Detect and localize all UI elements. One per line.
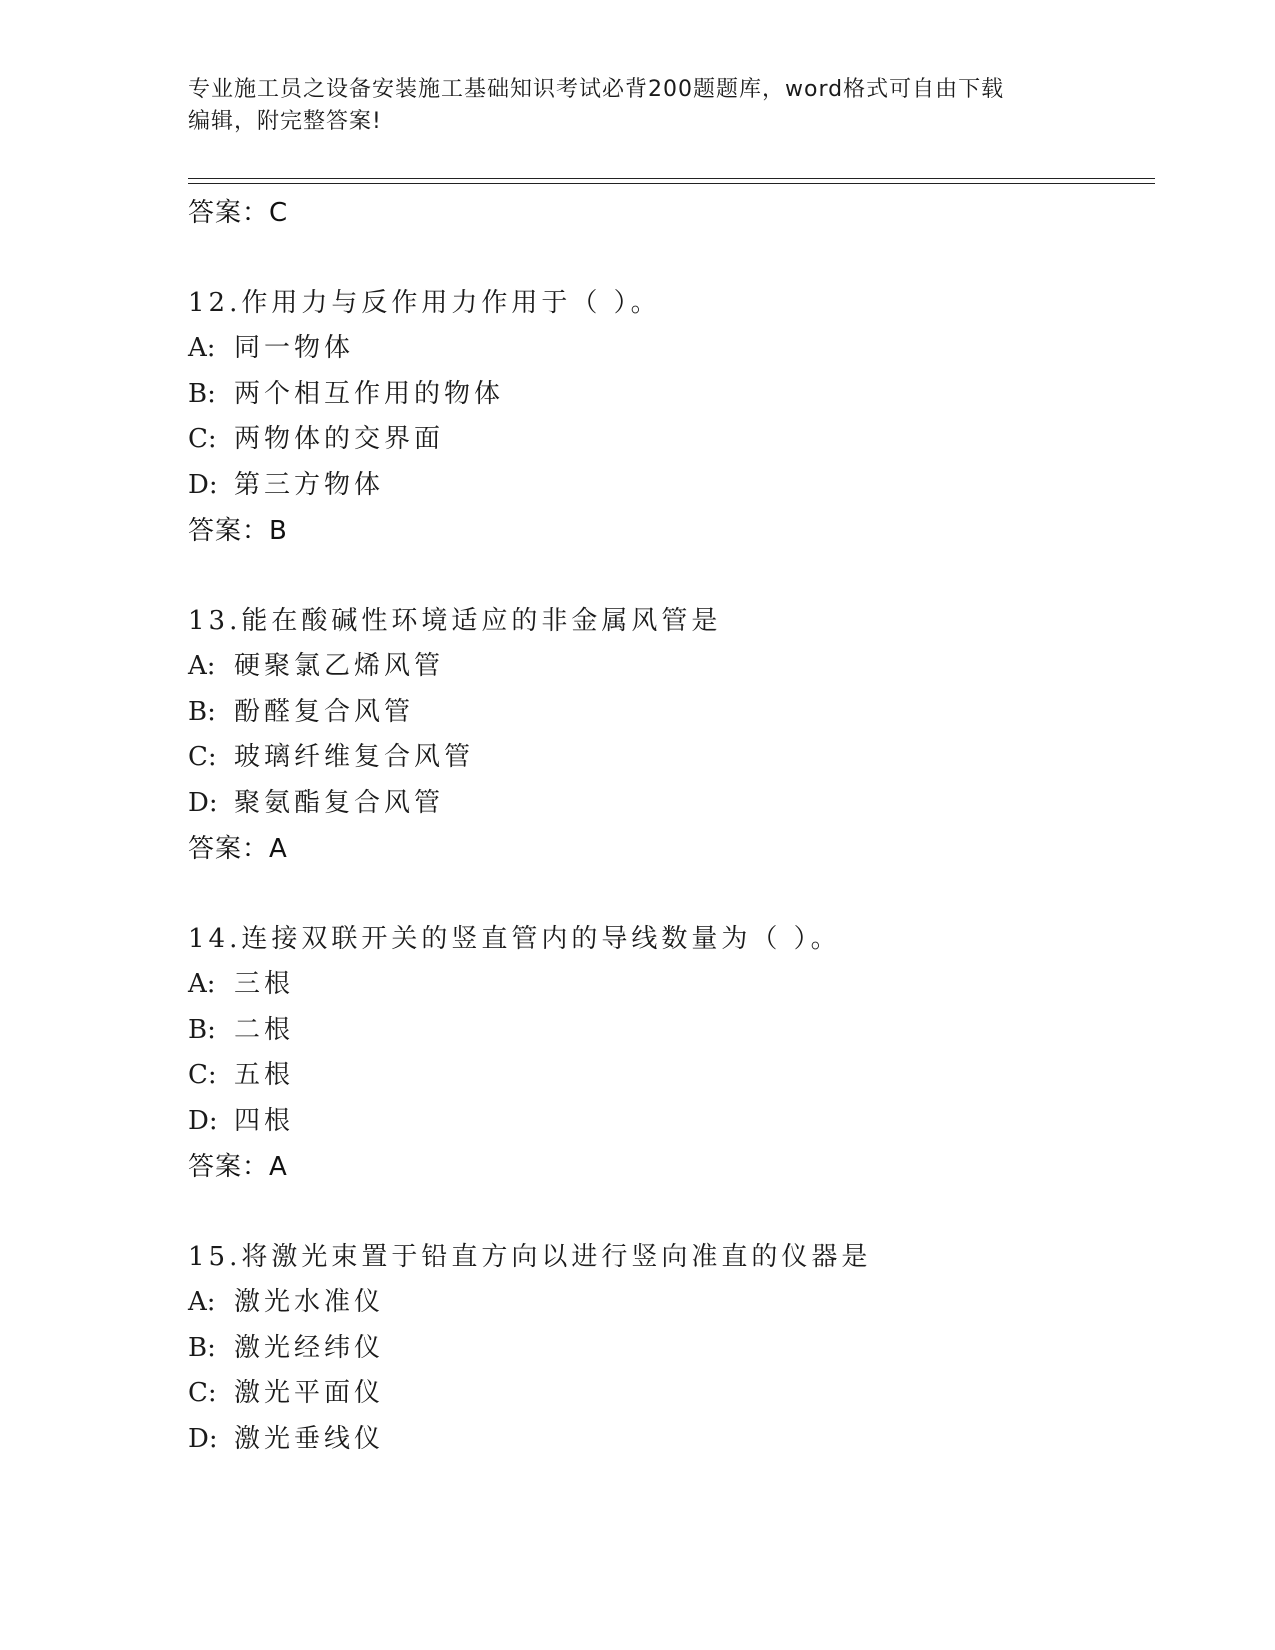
option-text: 激光经纬仪: [234, 1332, 385, 1363]
option-text: 激光平面仪: [234, 1378, 385, 1408]
question-stem: 13.能在酸碱性环境适应的非金属风管是: [188, 606, 722, 636]
option-key: D:: [188, 1423, 218, 1454]
option-c: [188, 417, 1148, 463]
option-b: [188, 372, 1148, 418]
answer-line: 答案：A: [188, 1152, 288, 1182]
option-text: 酚醛复合风管: [234, 696, 415, 727]
question-stem: 15.将激光束置于铅直方向以进行竖向准直的仪器是: [188, 1242, 872, 1272]
option-text: 第三方物体: [234, 469, 385, 500]
option-key: D:: [188, 787, 218, 818]
option-key: B:: [188, 696, 216, 727]
option-text: 两个相互作用的物体: [234, 378, 505, 409]
option-key: C:: [188, 424, 217, 454]
option-text: 激光垂线仪: [234, 1423, 385, 1454]
option-key: B:: [188, 378, 216, 409]
option-key: B:: [188, 1014, 216, 1045]
option-text: 二根: [234, 1014, 295, 1045]
option-key: D:: [188, 469, 218, 500]
option-text: 硬聚氯乙烯风管: [234, 651, 445, 681]
question-14: [188, 916, 1148, 1190]
option-key: A:: [188, 333, 216, 363]
option-d: [188, 1099, 1148, 1145]
option-key: B:: [188, 1332, 216, 1363]
answer-line: 答案：A: [188, 834, 288, 864]
option-b: [188, 1008, 1148, 1054]
option-c: [188, 1053, 1148, 1099]
option-key: A:: [188, 651, 216, 681]
option-key: A:: [188, 969, 216, 999]
previous-answer: 答案：C: [188, 198, 289, 228]
option-key: C:: [188, 742, 217, 772]
question-stem: 12.作用力与反作用力作用于（ ）。: [188, 288, 661, 318]
option-b: [188, 1326, 1148, 1372]
option-a: [188, 1280, 1148, 1326]
option-d: [188, 1417, 1148, 1463]
question-list: [188, 190, 1148, 1462]
option-text: 玻璃纤维复合风管: [234, 742, 475, 772]
question-stem: 14.连接双联开关的竖直管内的导线数量为（ ）。: [188, 924, 841, 954]
option-a: [188, 644, 1148, 690]
header-line-1: 专业施工员之设备安装施工基础知识考试必背200题题库，word格式可自由下载: [188, 77, 1005, 102]
option-text: 四根: [234, 1105, 295, 1136]
option-key: D:: [188, 1105, 218, 1136]
option-text: 聚氨酯复合风管: [234, 787, 445, 818]
header-line-2: 编辑，附完整答案!: [188, 109, 382, 134]
option-c: [188, 1371, 1148, 1417]
document-header: [188, 74, 1088, 138]
answer-line: 答案：B: [188, 516, 288, 546]
header-rule-bottom: [188, 183, 1155, 184]
option-d: [188, 463, 1148, 509]
header-rule-top: [188, 178, 1155, 179]
question-13: [188, 598, 1148, 872]
option-text: 同一物体: [234, 333, 355, 363]
option-d: [188, 781, 1148, 827]
option-c: [188, 735, 1148, 781]
option-a: [188, 962, 1148, 1008]
question-12: [188, 280, 1148, 554]
option-key: C:: [188, 1378, 217, 1408]
option-key: C:: [188, 1060, 217, 1090]
option-text: 两物体的交界面: [234, 424, 445, 454]
question-15: [188, 1234, 1148, 1462]
option-text: 激光水准仪: [234, 1287, 385, 1317]
option-key: A:: [188, 1287, 216, 1317]
option-text: 三根: [234, 969, 295, 999]
option-a: [188, 326, 1148, 372]
option-b: [188, 690, 1148, 736]
option-text: 五根: [234, 1060, 295, 1090]
